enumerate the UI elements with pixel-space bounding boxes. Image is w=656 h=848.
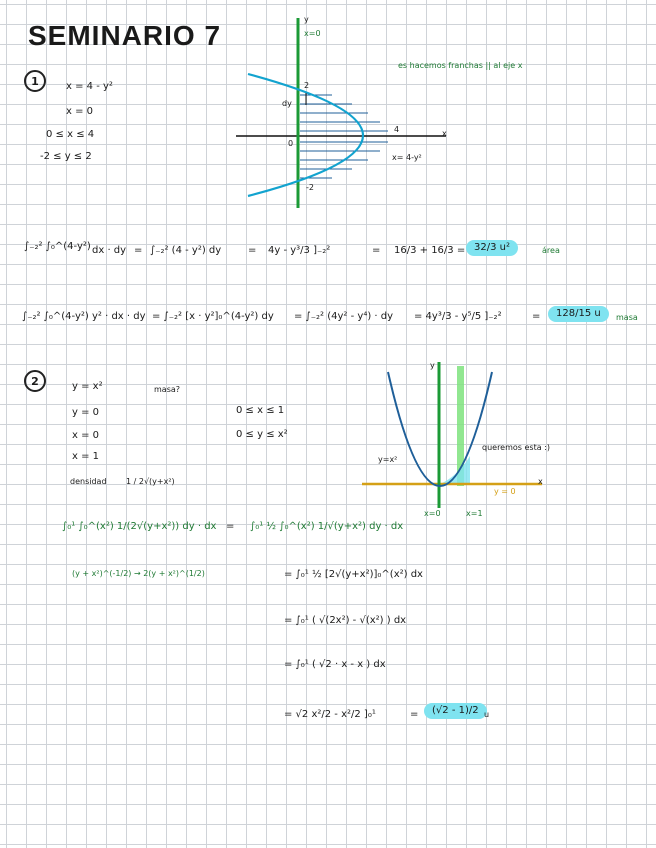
graph1-x0-label: x=0 bbox=[304, 29, 321, 38]
graph2-y0-label: y = 0 bbox=[494, 487, 516, 496]
area-eq-sign-3: = bbox=[372, 245, 381, 256]
graph2-annotation: queremos esta :) bbox=[482, 443, 550, 452]
p1-eq-4: -2 ≤ y ≤ 2 bbox=[40, 151, 92, 162]
p2-line1-lhs: ∫₀¹ ∫₀^(x²) 1/(2√(y+x²)) dy · dx bbox=[62, 521, 217, 532]
mass-word: masa bbox=[616, 313, 638, 322]
mass-primitive: = 4y³/3 - y⁵/5 ]₋₂² bbox=[414, 311, 502, 322]
graph2-y-label: y bbox=[430, 361, 435, 370]
graph2-curve-label: y=x² bbox=[378, 455, 398, 464]
page-title: SEMINARIO 7 bbox=[28, 20, 222, 51]
p2-bound-y: 0 ≤ y ≤ x² bbox=[236, 429, 288, 440]
graph1-dy-label: dy bbox=[282, 99, 292, 108]
mass-eq-sign: = bbox=[532, 311, 541, 322]
area-integral-lhs: dx · dy bbox=[92, 245, 127, 256]
area-integral-limits: ∫₋₂² ∫₀^(4-y²) bbox=[24, 241, 91, 252]
p2-bound-x: 0 ≤ x ≤ 1 bbox=[236, 405, 285, 416]
p2-density-formula: 1 / 2√(y+x²) bbox=[126, 477, 175, 486]
graph1-origin: 0 bbox=[288, 139, 294, 148]
p1-eq-1: x = 4 - y² bbox=[66, 81, 113, 92]
p2-eq-2: y = 0 bbox=[72, 407, 100, 418]
mass-integral-mid: = ∫₋₂² [x · y²]₀^(4-y²) dy bbox=[152, 311, 274, 322]
graph1-x-label: x bbox=[442, 129, 447, 138]
mass-integral-lhs: ∫₋₂² ∫₀^(4-y²) y² · dx · dy bbox=[22, 311, 146, 322]
p2-line4: = ∫₀¹ ( √2 · x - x ) dx bbox=[284, 659, 386, 670]
p1-eq-3: 0 ≤ x ≤ 4 bbox=[46, 129, 95, 140]
graph1-y-label: y bbox=[304, 15, 309, 24]
p2-line5-eq: = bbox=[410, 709, 419, 720]
p2-line1-eq: = bbox=[226, 521, 235, 532]
p1-note: es hacemos franchas || al eje x bbox=[398, 61, 523, 70]
graph1-tick-minus2: -2 bbox=[306, 183, 314, 192]
graph2-x-label: x bbox=[538, 477, 543, 486]
p2-density-label: densidad bbox=[70, 477, 107, 486]
p2-line2: = ∫₀¹ ½ [2√(y+x²)]₀^(x²) dx bbox=[284, 569, 423, 580]
p2-masa-question: masa? bbox=[154, 385, 181, 394]
problem-number-1: 1 bbox=[24, 70, 46, 92]
area-sum: 16/3 + 16/3 = bbox=[394, 245, 466, 256]
p1-eq-2: x = 0 bbox=[66, 106, 94, 117]
p2-line5: = √2 x²/2 - x²/2 ]₀¹ bbox=[284, 709, 376, 720]
area-eq-sign: = bbox=[134, 245, 143, 256]
p2-eq-1: y = x² bbox=[72, 381, 103, 392]
graph2-x1-label: x=1 bbox=[466, 509, 483, 518]
area-eq-sign-2: = bbox=[248, 245, 257, 256]
graph2-x0-label: x=0 bbox=[424, 509, 441, 518]
p2-line3: = ∫₀¹ ( √(2x²) - √(x²) ) dx bbox=[284, 615, 407, 626]
graph1-tick-4: 4 bbox=[394, 125, 400, 134]
mass-integral-rhs: = ∫₋₂² (4y² - y⁴) · dy bbox=[294, 311, 394, 322]
area-integral-mid: ∫₋₂² (4 - y²) dy bbox=[150, 245, 222, 256]
graph1-curve-label: x= 4-y² bbox=[392, 153, 422, 162]
area-result-highlight: 32/3 u² bbox=[466, 240, 518, 256]
p2-result-unit: u bbox=[484, 710, 490, 719]
p2-line1-rhs: ∫₀¹ ½ ∫₀^(x²) 1/√(y+x²) dy · dx bbox=[250, 521, 404, 532]
p2-result-highlight: (√2 - 1)/2 bbox=[424, 703, 487, 719]
problem-number-2: 2 bbox=[24, 370, 46, 392]
area-word: área bbox=[542, 246, 560, 255]
p2-antiderivative-note: (y + x²)^(-1/2) → 2(y + x²)^(1/2) bbox=[72, 569, 205, 578]
area-primitive: 4y - y³/3 ]₋₂² bbox=[268, 245, 331, 256]
p2-eq-4: x = 1 bbox=[72, 451, 100, 462]
graph1-tick-2: 2 bbox=[304, 81, 310, 90]
mass-result-highlight: 128/15 u bbox=[548, 306, 609, 322]
p2-eq-3: x = 0 bbox=[72, 430, 100, 441]
